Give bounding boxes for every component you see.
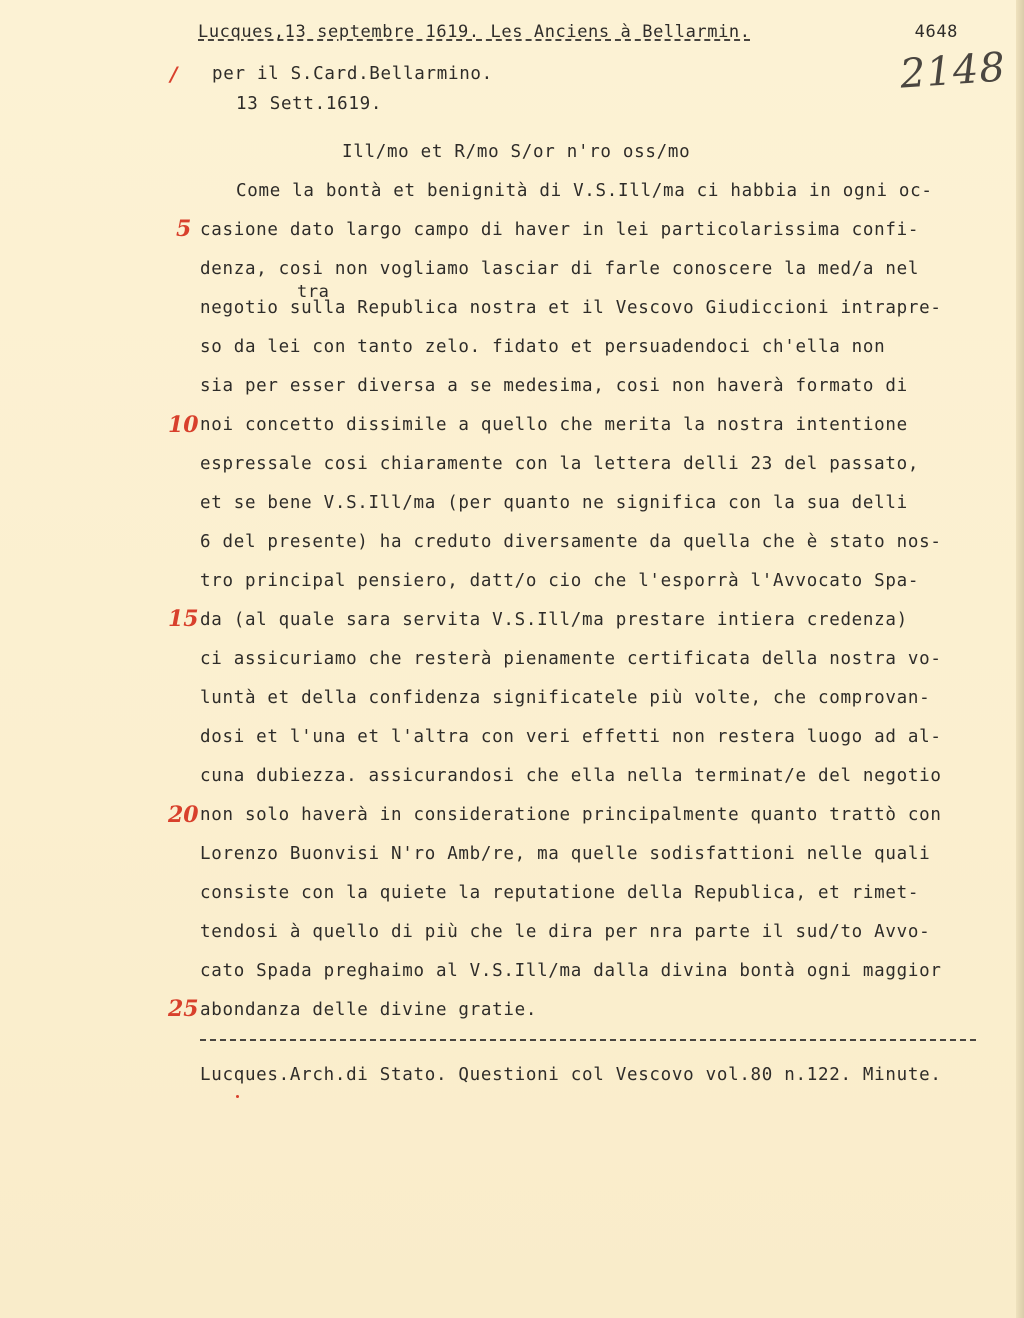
body-line: abondanza delle divine gratie. <box>200 1000 538 1020</box>
body-line: noi concetto dissimile a quello che merita la nostra intentione <box>200 415 908 435</box>
body-line: Lorenzo Buonvisi N'ro Amb/re, ma quelle sodisfattioni nelle quali <box>200 844 931 864</box>
body-line: dosi et l'una et l'altra con veri effetti non restera luogo ad al- <box>200 727 942 747</box>
margin-mark-20: 20 <box>168 802 199 828</box>
address-line-1: per il S.Card.Bellarmino. <box>212 64 493 84</box>
address-line-2: 13 Sett.1619. <box>236 94 383 114</box>
body-line: tro principal pensiero, datt/o cio che l'esporrà l'Avvocato Spa- <box>200 571 920 591</box>
margin-mark-15: 15 <box>168 606 199 632</box>
handwritten-archive-number: 2148 <box>898 44 1008 98</box>
header-page-number: 4648 <box>914 22 958 42</box>
body-line: luntà et della confidenza significatele più volte, che comprovan- <box>200 688 931 708</box>
document-header <box>198 22 964 42</box>
margin-mark-25: 25 <box>168 996 199 1022</box>
body-line: cuna dubiezza. assicurandosi che ella nella terminat/e del negotio <box>200 766 942 786</box>
body-line: Come la bontà et benignità di V.S.Ill/ma ci habbia in ogni oc- <box>236 181 933 201</box>
body-line: so da lei con tanto zelo. fidato et persuadendoci ch'ella non <box>200 337 886 357</box>
header-title: Lucques,13 septembre 1619. Les Anciens à Bellarmin. <box>198 22 751 42</box>
body-line: non solo haverà in consideratione principalmente quanto trattò con <box>200 805 942 825</box>
interlinear-insertion: tra <box>297 282 330 302</box>
margin-mark-5: 5 <box>176 216 192 242</box>
page-edge-shadow <box>1016 0 1024 1318</box>
body-line: da (al quale sara servita V.S.Ill/ma prestare intiera credenza) <box>200 610 908 630</box>
salutation: Ill/mo et R/mo S/or n'ro oss/mo <box>342 142 691 162</box>
body-line: negotio sulla Republica nostra et il Vescovo Giudiccioni intrapre- <box>200 298 942 318</box>
margin-mark-1: / <box>170 62 178 86</box>
margin-mark-10: 10 <box>168 412 199 438</box>
archive-reference: Lucques.Arch.di Stato. Questioni col Vescovo vol.80 n.122. Minute. <box>200 1065 942 1085</box>
body-line: cato Spada preghaimo al V.S.Ill/ma dalla divina bontà ogni maggior <box>200 961 942 981</box>
body-line: ci assicuriamo che resterà pienamente certificata della nostra vo- <box>200 649 942 669</box>
body-line: et se bene V.S.Ill/ma (per quanto ne significa con la sua delli <box>200 493 908 513</box>
body-line: tendosi à quello di più che le dira per nra parte il sud/to Avvo- <box>200 922 931 942</box>
footer-divider <box>200 1039 976 1041</box>
body-line: 6 del presente) ha creduto diversamente da quella che è stato nos- <box>200 532 942 552</box>
body-line: denza, cosi non vogliamo lasciar di farle conoscere la med/a nel <box>200 259 920 279</box>
ink-speck <box>236 1095 239 1098</box>
body-line: casione dato largo campo di haver in lei particolarissima confi- <box>200 220 920 240</box>
body-line: sia per esser diversa a se medesima, cosi non haverà formato di <box>200 376 908 396</box>
body-line: consiste con la quiete la reputatione della Republica, et rimet- <box>200 883 920 903</box>
body-line: espressale cosi chiaramente con la lettera delli 23 del passato, <box>200 454 920 474</box>
